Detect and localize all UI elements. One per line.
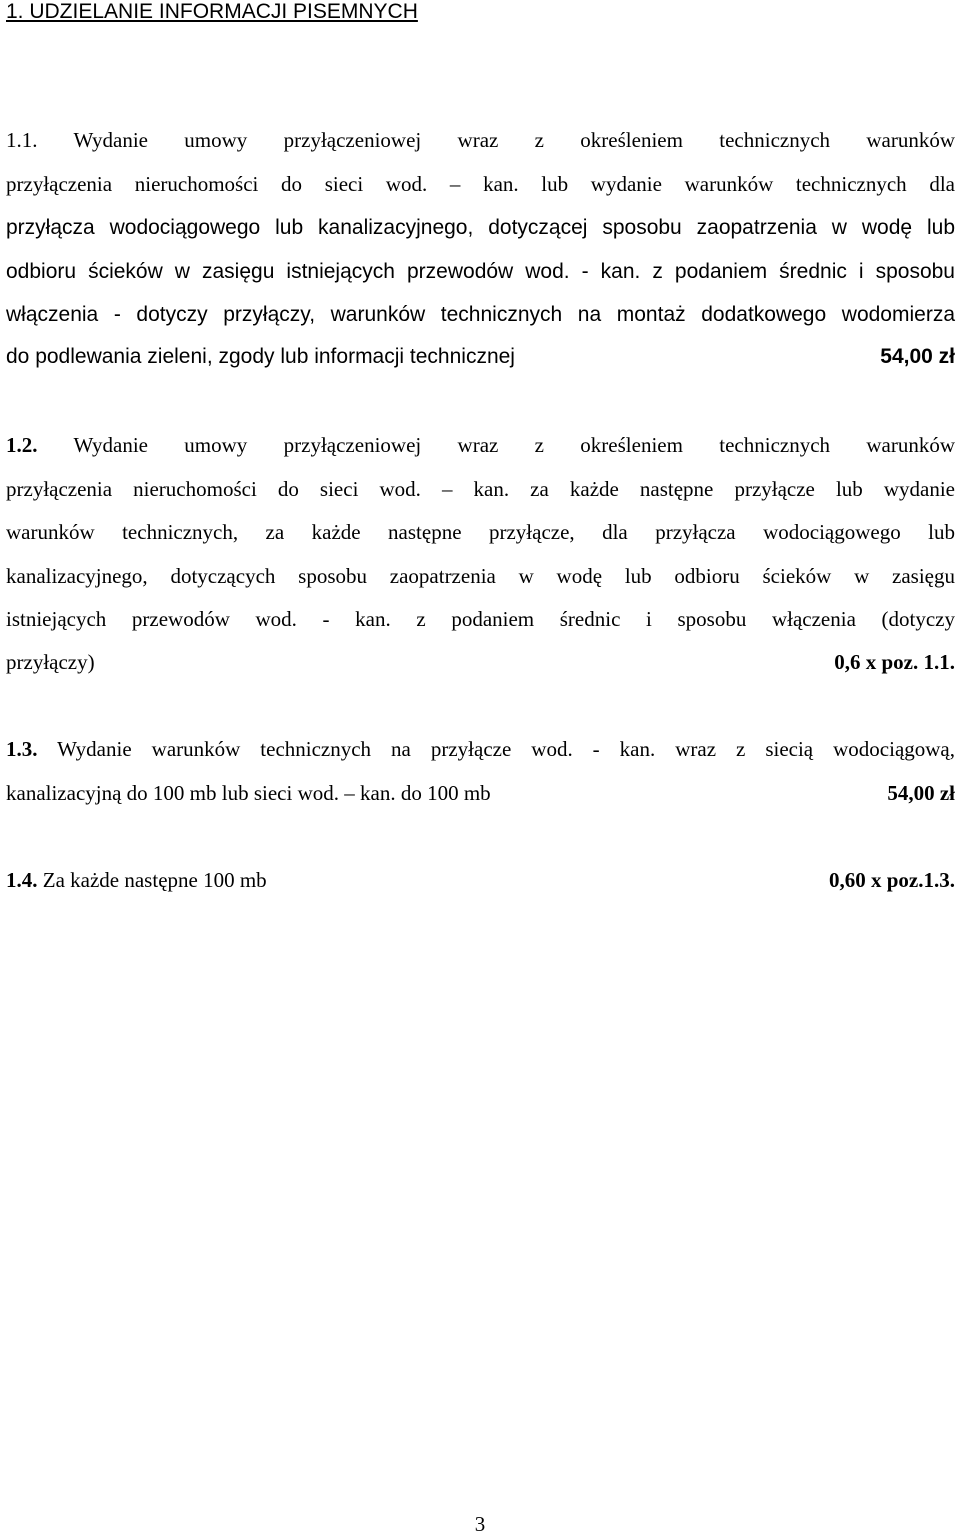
line: włączenia - dotyczy przyłączy, warunków technicznych na montaż dodatkowego wodomierza bbox=[6, 303, 955, 326]
item-1-4-line bbox=[6, 868, 955, 900]
line: Za każde następne 100 mb bbox=[42, 868, 267, 892]
line: odbioru ścieków w zasięgu istniejących przewodów wod. - kan. z podaniem średnic i sposobu bbox=[6, 259, 955, 283]
item-1-1-price: 54,00 zł bbox=[880, 345, 955, 368]
line: Wydanie umowy przyłączeniowej wraz z określeniem technicznych warunków bbox=[73, 128, 956, 152]
page-number: 3 bbox=[474, 1512, 486, 1536]
item-number: 1.2. bbox=[6, 433, 38, 457]
line: przyłączenia nieruchomości do sieci wod. – kan. lub wydanie warunków technicznych dla bbox=[6, 171, 955, 196]
line: przyłączy) bbox=[6, 650, 95, 674]
item-number: 1.1. bbox=[6, 128, 38, 152]
item-1-3-last-line bbox=[6, 781, 955, 813]
item-number: 1.4. bbox=[6, 868, 38, 892]
item-1-2-price: 0,6 x poz. 1.1. bbox=[834, 650, 955, 674]
line: przyłącza wodociągowego lub kanalizacyjnego, dotyczącej sposobu zaopatrzenia w wodę lub bbox=[6, 216, 955, 239]
item-1-1-text bbox=[6, 119, 955, 337]
item-number: 1.3. bbox=[6, 737, 38, 761]
line: kanalizacyjnego, dotyczących sposobu zaopatrzenia w wodę lub odbioru ścieków w zasięgu bbox=[6, 563, 955, 588]
item-1-2-last-line bbox=[6, 650, 955, 682]
item-1-1-last-line bbox=[6, 345, 955, 377]
item-1-3-price: 54,00 zł bbox=[887, 781, 955, 805]
line: warunków technicznych, za każde następne przyłącze, dla przyłącza wodociągowego lub bbox=[6, 520, 955, 544]
line: istniejących przewodów wod. - kan. z podaniem średnic i sposobu włączenia (dotyczy bbox=[6, 607, 955, 631]
line: Wydanie umowy przyłączeniowej wraz z określeniem technicznych warunków bbox=[73, 433, 956, 457]
item-1-3-first-line bbox=[6, 737, 955, 769]
line: przyłączenia nieruchomości do sieci wod. – kan. za każde następne przyłącze lub wydanie bbox=[6, 476, 955, 501]
line: Wydanie warunków technicznych na przyłącze wod. - kan. wraz z siecią wodociągową, bbox=[57, 737, 955, 761]
line: kanalizacyjną do 100 mb lub sieci wod. – kan. do 100 mb bbox=[6, 781, 491, 805]
item-1-4-price: 0,60 x poz.1.3. bbox=[829, 868, 955, 892]
section-heading: 1. UDZIELANIE INFORMACJI PISEMNYCH bbox=[6, 0, 418, 23]
line: do podlewania zieleni, zgody lub informacji technicznej bbox=[6, 345, 515, 368]
item-1-2-text bbox=[6, 424, 955, 642]
